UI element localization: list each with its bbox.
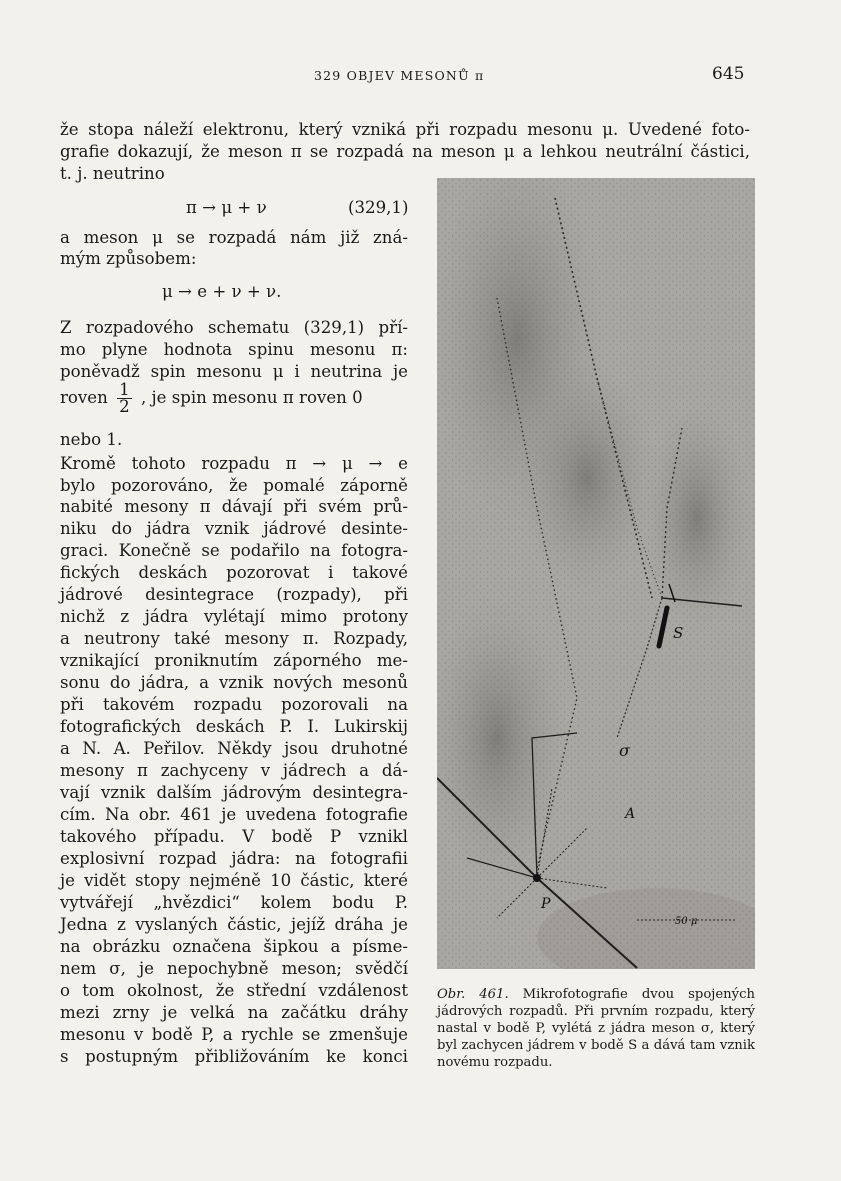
text-line: Jedna z vyslaných částic, jejíž dráha je [60, 915, 408, 934]
equation-329-1: π → μ + ν [186, 198, 267, 217]
text-line: nabité mesony π dávají při svém prů- [60, 497, 408, 516]
text-line: takového případu. V bodě P vznikl [60, 827, 408, 846]
text-line: mesony π zachyceny v jádrech a dá- [60, 761, 408, 780]
text-line: a N. A. Peřilov. Někdy jsou druhotné [60, 739, 408, 758]
text-line: vytvářejí „hvězdici“ kolem bodu P. [60, 893, 408, 912]
text-line: poněvadž spin mesonu μ i neutrina je [60, 362, 408, 381]
text-line: vají vznik dalším jádrovým desintegra- [60, 783, 408, 802]
fraction-numerator: 1 [119, 380, 130, 399]
photo-label-sigma: σ [619, 741, 630, 760]
text-line: cím. Na obr. 461 je uvedena fotografie [60, 805, 408, 824]
text-line: graci. Konečně se podařilo na fotogra- [60, 541, 408, 560]
text-line: mezi zrny je velká na začátku dráhy [60, 1003, 408, 1022]
text-line: sonu do jádra, a vznik nových mesonů [60, 673, 408, 692]
fraction-before: roven [60, 388, 108, 407]
scale-label: 50 μ [675, 916, 698, 927]
text-line: mesonu v bodě P, a rychle se zmenšuje [60, 1025, 408, 1044]
text-line: jádrové desintegrace (rozpady), při [60, 585, 408, 604]
text-line: a meson μ se rozpadá nám již zná- [60, 228, 408, 247]
photo-grain [437, 178, 755, 969]
figure-caption [437, 986, 755, 1071]
intro-line-2: grafie dokazují, že meson π se rozpadá na meson μ a lehkou neutrální částici, [60, 142, 750, 161]
text-line: niku do jádra vznik jádrové desinte- [60, 519, 408, 538]
text-line: při takovém rozpadu pozorovali na [60, 695, 408, 714]
text-line: Kromě tohoto rozpadu π → μ → e [60, 454, 408, 473]
caption-lead: Obr. 461. [437, 987, 509, 1002]
text-line: o tom okolnost, že střední vzdálenost [60, 981, 408, 1000]
equation-label: (329,1) [348, 198, 409, 217]
text-line: Z rozpadového schematu (329,1) pří- [60, 318, 408, 337]
fraction-line [60, 382, 363, 415]
text-line: na obrázku označena šipkou a písme- [60, 937, 408, 956]
text-line: fotografických deskách P. I. Lukirskij [60, 717, 408, 736]
equation-mu-decay: μ → e + ν + ν. [162, 282, 282, 301]
text-line: s postupným přibližováním ke konci [60, 1047, 408, 1066]
photo-label-s: S [673, 624, 684, 642]
text-line: mým způsobem: [60, 249, 197, 268]
photo-label-a: A [625, 806, 636, 822]
text-line: fických deskách pozorovat i takové [60, 563, 408, 582]
intro-line-3: t. j. neutrino [60, 164, 165, 183]
photo-label-p: P [541, 896, 551, 912]
running-head: 329 OBJEV MESONŮ π [314, 68, 485, 83]
text-line: bylo pozorováno, že pomalé záporně [60, 476, 408, 495]
text-line: nebo 1. [60, 430, 123, 449]
text-line: je vidět stopy nejméně 10 částic, které [60, 871, 408, 890]
star-center [533, 874, 541, 882]
micrograph-photo [437, 178, 755, 969]
fraction-denominator: 2 [119, 397, 130, 416]
text-line: nichž z jádra vylétají mimo protony [60, 607, 408, 626]
page-number: 645 [712, 64, 745, 84]
fraction-one-half [117, 382, 132, 415]
intro-line-1: že stopa náleží elektronu, který vzniká při rozpadu mesonu μ. Uvedené foto- [60, 120, 750, 139]
fraction-after: , je spin mesonu π roven 0 [140, 388, 363, 407]
text-line: a neutrony také mesony π. Rozpady, [60, 629, 408, 648]
text-line: nem σ, je nepochybně meson; svědčí [60, 959, 408, 978]
caption-text: Mikrofotografie dvou spojených jádrových rozpadů. Při prvním rozpadu, který nastal v bodě P, vylétá z jádra meson σ, který byl zachycen jádrem v bodě S a dává tam vznik novému rozpadu. [437, 987, 755, 1070]
text-line: explosivní rozpad jádra: na fotografii [60, 849, 408, 868]
text-line: vznikající proniknutím záporného me- [60, 651, 408, 670]
text-line: mo plyne hodnota spinu mesonu π: [60, 340, 408, 359]
